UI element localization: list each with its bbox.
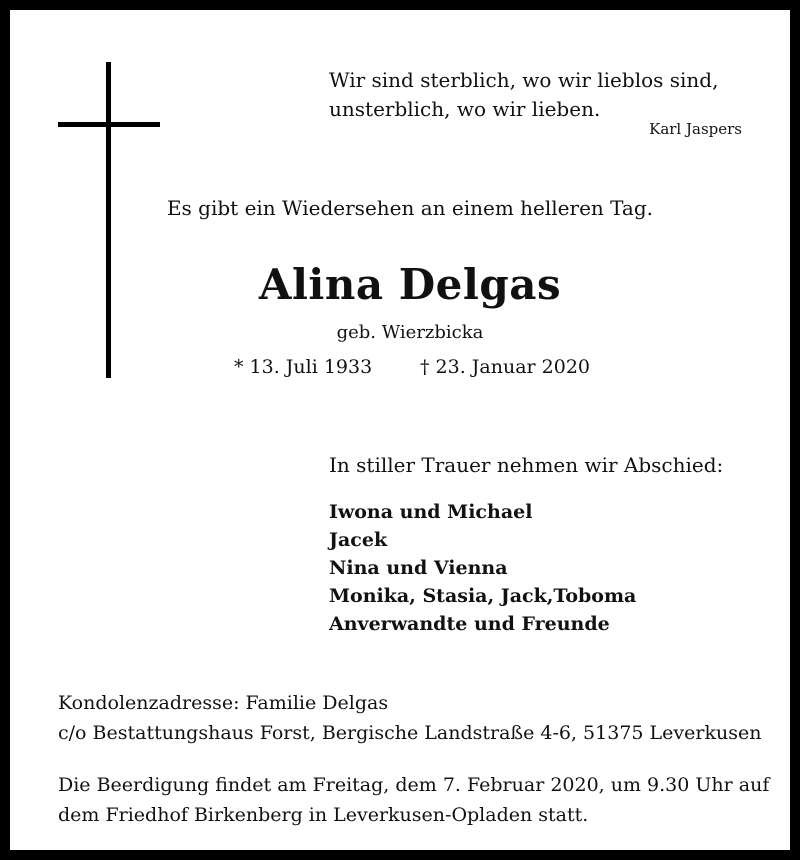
cross-horizontal-bar	[58, 122, 160, 127]
list-item: Anverwandte und Freunde	[329, 613, 610, 635]
funeral-line-1: Die Beerdigung findet am Freitag, dem 7. Februar 2020, um 9.30 Uhr auf	[58, 774, 770, 796]
list-item: Iwona und Michael	[329, 501, 533, 523]
list-item: Monika, Stasia, Jack,Toboma	[329, 585, 637, 607]
list-item: Nina und Vienna	[329, 557, 508, 579]
quote-line-1: Wir sind sterblich, wo wir lieblos sind,	[329, 68, 719, 92]
condolence-line-1: Kondolenzadresse: Familie Delgas	[58, 692, 389, 714]
quote-author: Karl Jaspers	[649, 120, 742, 138]
funeral-info	[58, 770, 769, 830]
funeral-line-2: dem Friedhof Birkenberg in Leverkusen-Opladen statt.	[58, 804, 589, 826]
quote	[329, 66, 718, 124]
condolence-address	[58, 688, 761, 748]
death-date: † 23. Januar 2020	[420, 356, 591, 378]
reunion-line: Es gibt ein Wiedersehen an einem helleren Tag.	[166, 196, 654, 220]
condolence-line-2: c/o Bestattungshaus Forst, Bergische Landstraße 4-6, 51375 Leverkusen	[58, 722, 762, 744]
deceased-name: Alina Delgas	[258, 260, 562, 309]
list-item: Jacek	[329, 529, 388, 551]
mourners-list	[329, 498, 636, 638]
birth-date: * 13. Juli 1933	[234, 356, 373, 378]
mourning-intro: In stiller Trauer nehmen wir Abschied:	[329, 453, 724, 477]
quote-line-2: unsterblich, wo wir lieben.	[329, 97, 601, 121]
maiden-name: geb. Wierzbicka	[336, 322, 484, 343]
